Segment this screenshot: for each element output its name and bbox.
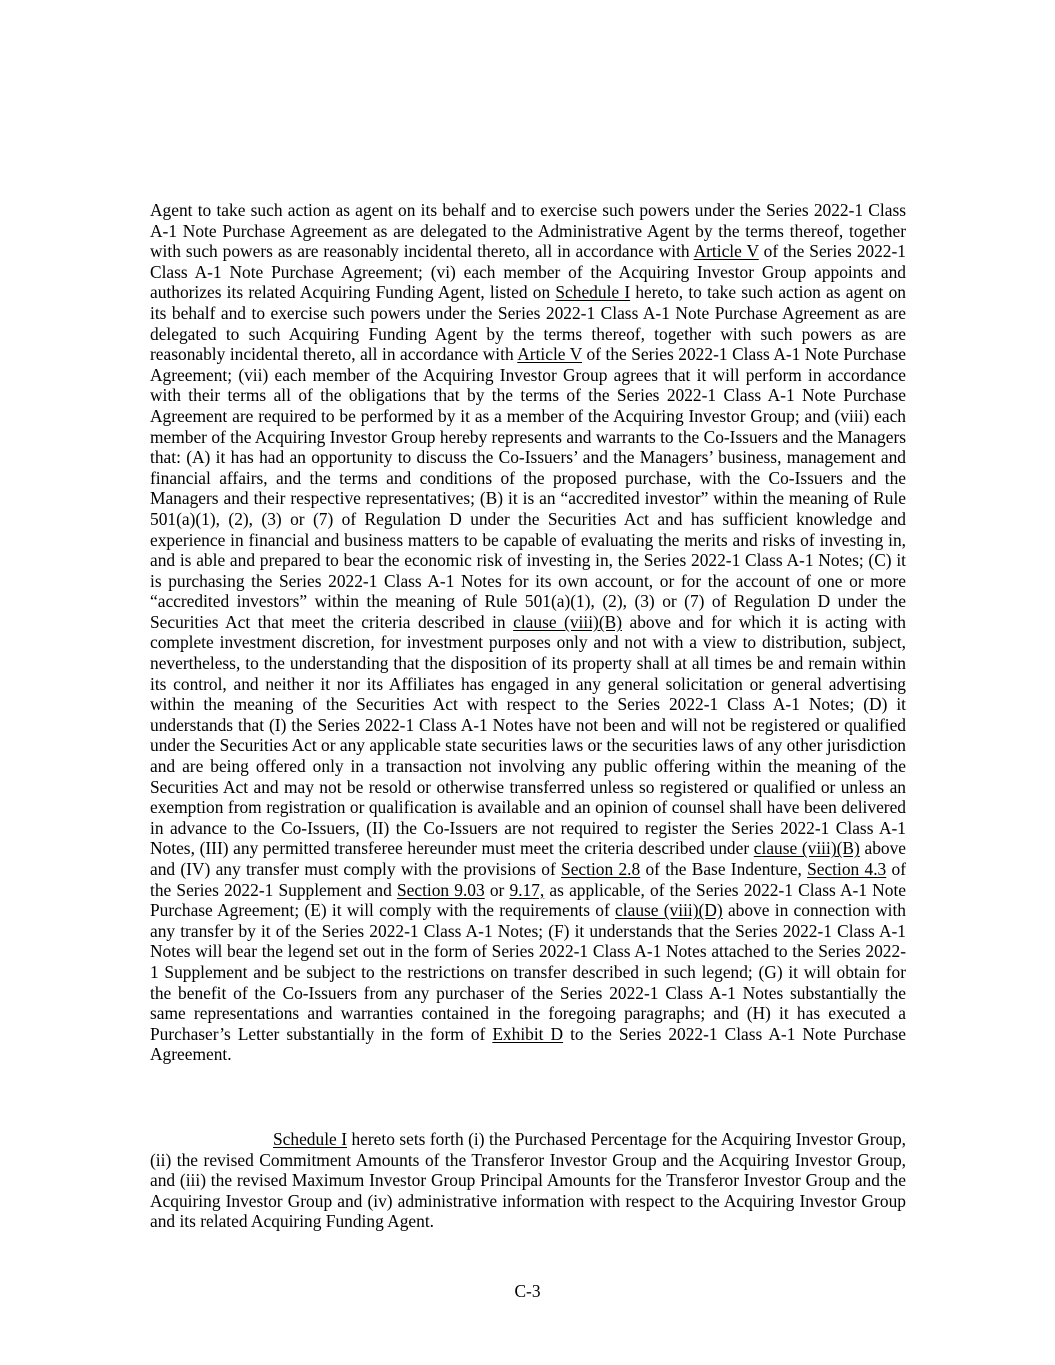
text-segment: as applicable, of the Series 2022-1 Class A-1 Note Purchase Agreement; (E) it will comply with the requirements of [150,879,906,921]
cross-reference-section-9-03: Section 9.03 [396,879,485,900]
text-segment: above in connection with any transfer by it of the Series 2022-1 Class A-1 Notes; (F) it understands that the Series 2022-1 Class A-1 Notes will bear the legend set out in the form of Series 2022-1 Class A-1 Notes attached to the Series 2022-1 Supplement and be subject to the restrictions on transfer described in such legend; (G) it will obtain for the benefit of the Co-Issuers from any purchaser of the Series 2022-1 Class A-1 Notes substantially the same representations and warranties contained in the foregoing paragraphs; and (H) it has executed a Purchaser’s Letter substantially in the form of [150,900,907,1044]
cross-reference-article-v: Article V [693,241,759,262]
cross-reference-section-9-17: 9.17, [509,879,545,900]
text-segment: of the Base Indenture, [640,859,808,879]
body-paragraph [150,200,906,1065]
text-segment: or [484,879,510,900]
cross-reference-clause-viii-b: clause (viii)(B) [513,611,623,632]
text-segment: above and (IV) any transfer must comply with the provisions of [150,838,906,879]
text-segment: of the Series 2022-1 Class A-1 Note Purchase Agreement; (vii) each member of the Acquiring Investor Group agrees that it will perform in accordance with their terms all of the obligations that by the terms of the Series 2022-1 Class A-1 Note Purchase Agreement are required to be performed by it as a member of the Acquiring Investor Group; and (viii) each member of the Acquiring Investor Group hereby represents and warrants to the Co-Issuers and the Managers that: (A) it has had an opportunity to discuss the Co-Issuers’ and the Managers’ business, management and financial affairs, and the terms and conditions of the proposed purchase, with the Co-Issuers and the Managers and their respective representatives; (B) it is an “accredited investor” within the meaning of Rule 501(a)(1), (2), (3) or (7) of Regulation D under the Securities Act and has sufficient knowledge and experience in financial and business matters to be capable of evaluating the merits and risks of investing in, and is able and prepared to bear the economic risk of investing in, the Series 2022-1 Class A-1 Notes; (C) it is purchasing the Series 2022-1 Class A-1 Notes for its own account, or for the account of one or more “accredited investors” within the meaning of Rule 501(a)(1), (2), (3) or (7) of Regulation D under the Securities Act that meet the criteria described in [150,344,906,632]
cross-reference-section-2-8: Section 2.8 [561,859,641,879]
text-segment: hereto sets forth (i) the Purchased Percentage for the Acquiring Investor Group, (ii) the revised Commitment Amounts of the Transferor Investor Group and the Acquiring Investor Group, and (iii) the revised Maximum Investor Group Principal Amounts for the Transferor Investor Group and the Acquiring Investor Group and (iv) administrative information with respect to the Acquiring Investor Group and its related Acquiring Funding Agent. [150,1129,906,1232]
cross-reference-article-v: Article V [517,344,582,365]
text-segment: Agent to take such action as agent on its behalf and to exercise such powers under the Series 2022-1 Class A-1 Note Purchase Agreement as are delegated to the Administrative Agent by the terms thereof, together with such powers as are reasonably incidental thereto, all in accordance with [150,200,906,262]
text-segment: to the Series 2022-1 Class A-1 Note Purchase Agreement. [150,1023,906,1065]
cross-reference-schedule-i: Schedule I [273,1129,347,1149]
cross-reference-clause-viii-d: clause (viii)(D) [615,900,723,921]
schedule-paragraph [150,1129,906,1232]
cross-reference-exhibit-d: Exhibit D [492,1023,564,1044]
cross-reference-section-4-3: Section 4.3 [807,859,887,879]
cross-reference-schedule-i: Schedule I [555,282,631,303]
text-segment: of the Series 2022-1 Class A-1 Note Purchase Agreement; (vi) each member of the Acquiring Investor Group appoints and authorizes its related Acquiring Funding Agent, listed on [150,241,906,303]
text-segment: of the Series 2022-1 Supplement and [150,859,906,900]
text-segment: above and for which it is acting with complete investment discretion, for investment purposes only and not with a view to distribution, subject, nevertheless, to the understanding that the disposition of its property shall at all times be and remain within its control, and neither it nor its Affiliates has engaged in any general solicitation or general advertising within the meaning of the Securities Act with respect to the Series 2022-1 Class A-1 Notes; (D) it understands that (I) the Series 2022-1 Class A-1 Notes have not been and will not be registered or qualified under the Securities Act or any applicable state securities laws or the securities laws of any other jurisdiction and are being offered only in a transaction not involving any public offering within the meaning of the Securities Act and may not be resold or otherwise transferred unless so registered or qualified or unless an exemption from registration or qualification is available and an opinion of counsel shall have been delivered in advance to the Co-Issuers, (II) the Co-Issuers are not required to register the Series 2022-1 Class A-1 Notes, (III) any permitted transferee hereunder must meet the criteria described under [150,611,906,859]
cross-reference-clause-viii-b: clause (viii)(B) [753,838,860,859]
page-number: C-3 [514,1281,541,1301]
text-segment: hereto, to take such action as agent on its behalf and to exercise such powers under the Series 2022-1 Class A-1 Note Purchase Agreement as are delegated to such Acquiring Funding Agent by the terms thereof, together with such powers as are reasonably incidental thereto, all in accordance with [150,282,906,365]
